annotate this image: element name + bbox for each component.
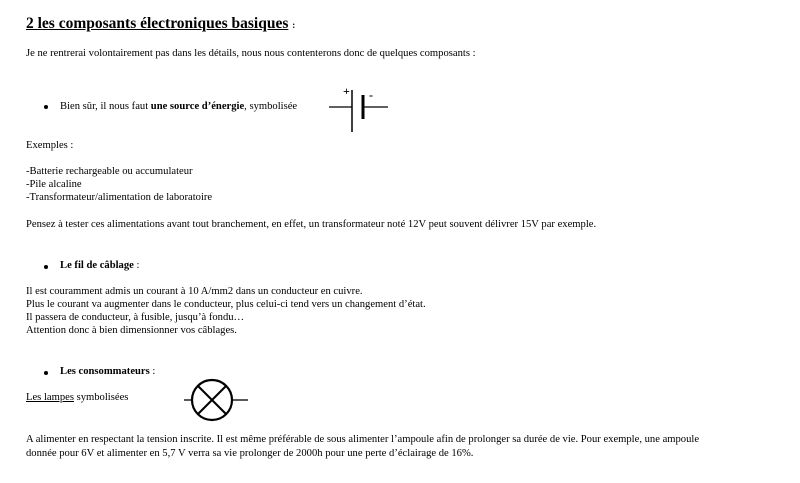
exemple-item: -Batterie rechargeable ou accumulateur [26, 166, 193, 177]
section-title: 2 les composants électroniques basiques [26, 15, 289, 32]
energy-source-suffix: , symbolisée [244, 101, 298, 112]
wiring-colon: : [133, 260, 140, 271]
lamps-link[interactable]: Les lampes [26, 392, 74, 403]
exemple-item: -Pile alcaline [26, 179, 82, 190]
consumers-line: donnée pour 6V et alimenter en 5,7 V verra sa vie prolonger de 2000h pour une perte d’éclairage de 16%. [26, 448, 474, 459]
wiring-line: Attention donc à bien dimensionner vos câblages. [26, 325, 237, 336]
consumers-colon: : [149, 366, 156, 377]
consumers-title: Les consommateurs [60, 366, 150, 377]
intro-paragraph: Je ne rentrerai volontairement pas dans les détails, nous nous contenterons donc de quelques composants : [26, 48, 476, 59]
bullet-dot [44, 105, 48, 109]
bullet-dot [44, 371, 48, 375]
consumers-line: A alimenter en respectant la tension inscrite. Il est même préférable de sous alimenter l’ampoule afin de prolonger sa durée de vie. Pour exemple, une ampoule [26, 434, 700, 445]
wiring-line: Plus le courant va augmenter dans le conducteur, plus celui-ci tend vers un changement d’état. [26, 299, 426, 310]
battery-plus-label: + [343, 84, 350, 98]
wiring-line: Il est couramment admis un courant à 10 A/mm2 dans un conducteur en cuivre. [26, 286, 363, 297]
wiring-title: Le fil de câblage [60, 260, 134, 271]
exemple-item: -Transformateur/alimentation de laboratoire [26, 192, 213, 203]
energy-source-prefix: Bien sûr, il nous faut [60, 101, 151, 112]
section-heading [26, 15, 295, 34]
lamps-line [26, 391, 128, 404]
lamps-suffix: symbolisées [73, 392, 129, 403]
energy-source-bold: une source d’énergie [150, 101, 245, 112]
wiring-line: Il passera de conducteur, à fusible, jusqu’à fondu… [26, 312, 245, 323]
consumers-heading [60, 365, 155, 378]
bullet-dot [44, 265, 48, 269]
exemples-label: Exemples : [26, 140, 74, 151]
energy-source-item [60, 100, 297, 113]
section-title-colon: : [292, 20, 296, 30]
battery-minus-label: - [369, 88, 373, 102]
warning-paragraph: Pensez à tester ces alimentations avant tout branchement, en effet, un transformateur noté 12V peut souvent délivrer 15V par exemple. [26, 219, 597, 230]
lamp-symbol-icon [180, 377, 252, 425]
wiring-heading [60, 259, 139, 272]
battery-symbol-icon [325, 82, 395, 137]
